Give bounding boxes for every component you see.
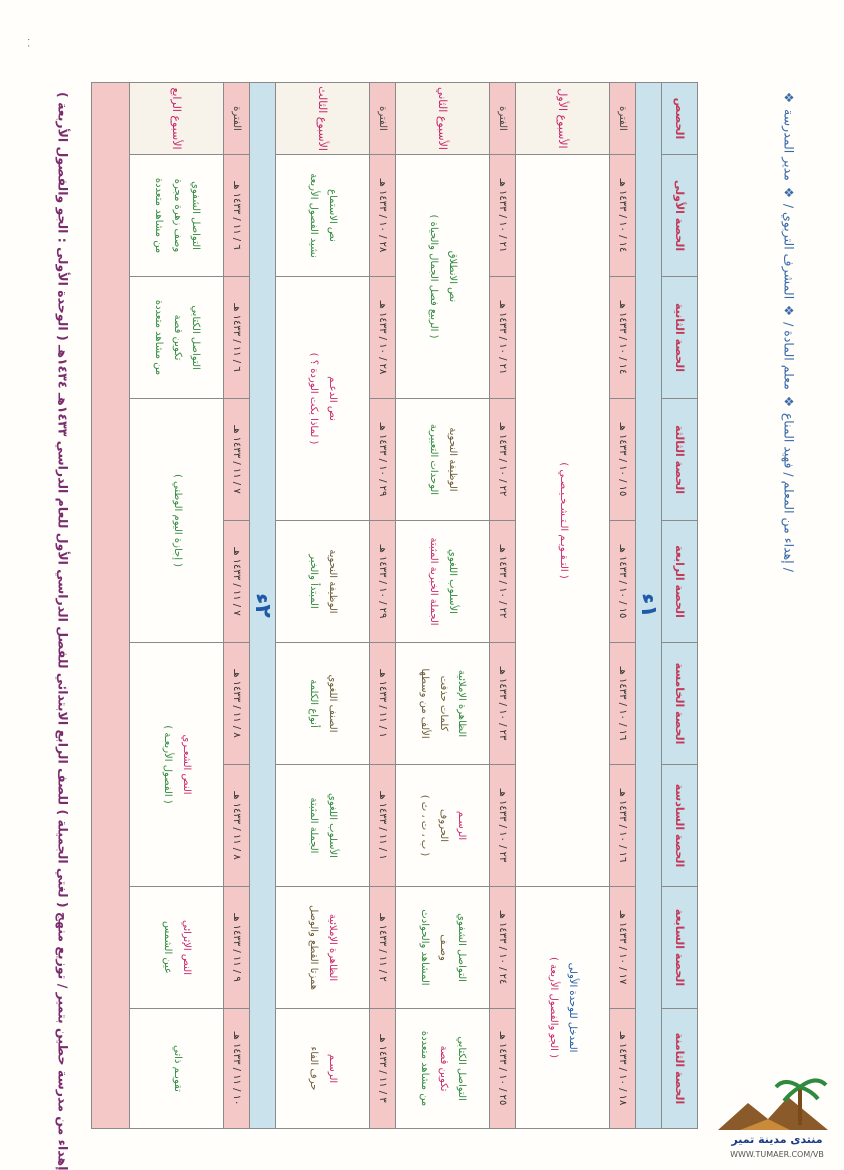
week2-p4-cell [396, 521, 490, 643]
lesson-line: من مشاهد متعددة [419, 1030, 431, 1107]
lesson-subtitle: ( الجو والفصول الأربعة ) [548, 956, 560, 1059]
week1-intro-cell [516, 887, 610, 1129]
lesson-subtitle: حرف الفاء [308, 1046, 320, 1091]
lesson-title: الظاهرة الإملائية [456, 669, 468, 738]
week3-p23-cell [276, 277, 370, 521]
header-period-1 [662, 155, 698, 277]
week-label: الأسبوع الأول [556, 88, 570, 149]
week3-date-6: ١ / ١١ / ١٤٣٣ هـ [370, 765, 396, 887]
lesson-line: تكوين قصة [171, 314, 183, 361]
week3-date-3: ٢٩ / ١٠ / ١٤٣٣ هـ [370, 399, 396, 521]
forum-logo [710, 1075, 840, 1160]
lesson-subtitle: همزتا القطع والوصل [308, 904, 320, 991]
week-label: الأسبوع الثاني [436, 87, 450, 150]
logo-name: منتدى مدينة تمير [731, 1133, 823, 1146]
week4-date-1: ٦ / ١١ / ١٤٣٣ هـ [224, 155, 250, 277]
week2-p7-cell [396, 887, 490, 1009]
lesson-line: ( ب ، ت ، ث ) [419, 794, 431, 857]
week1-date-5: ١٦ / ١٠ / ١٤٣٣ هـ [610, 643, 636, 765]
logo-url: WWW.TUMAER.COM/VB [730, 1150, 824, 1159]
week4-p7-cell [130, 887, 224, 1009]
week3-date-5: ١ / ١١ / ١٤٣٣ هـ [370, 643, 396, 765]
week1-diagnostic-cell [516, 155, 610, 887]
header-period-label: الحصة الثانية [673, 303, 686, 372]
week2-date-2: ٢١ / ١٠ / ١٤٣٣ هـ [490, 277, 516, 399]
document-caption: إهداء من مدرسة حطين بتمير / توزيع منهج ( لغتي الجميلة ) للصف الرابع الابتدائي للفصل الدراسي الأول للعام الدراسي ١٤٣٣هـ ١٤٣٤هـ ( الوحدة الأولى : الجو والفصول الأربعة ) [55, 92, 71, 1170]
week2-date-1: ٢١ / ١٠ / ١٤٣٣ هـ [490, 155, 516, 277]
lesson-line: من مشاهد متعددة [153, 299, 165, 376]
week4-date-2: ٦ / ١١ / ١٤٣٣ هـ [224, 277, 250, 399]
lesson-line: وصف زهرة مجرة [171, 178, 183, 253]
lesson-title: النص الشعـري [181, 734, 192, 795]
lesson-line: الحروف [437, 809, 449, 842]
week4-period-label: الفترة [224, 83, 250, 155]
lesson-title: التواصل الكتابي [456, 1036, 468, 1101]
lesson-title: الرسـم [327, 1053, 338, 1084]
lesson-title: تقويـم ذاتي [171, 1045, 183, 1092]
week3-p7-cell [276, 887, 370, 1009]
lesson-subtitle: ( الفصول الأربعـة ) [162, 725, 174, 804]
week1-date-7: ١٧ / ١٠ / ١٤٣٣ هـ [610, 887, 636, 1009]
week4-date-3: ٧ / ١١ / ١٤٣٣ هـ [224, 399, 250, 521]
lesson-subtitle: المبتدأ والخبر [308, 554, 320, 609]
lesson-title: الأسلوب اللغوي [447, 549, 458, 614]
lesson-subtitle: أنواع الكلمة [308, 679, 320, 728]
header-period-2 [662, 277, 698, 399]
lesson-title: الظاهرة الإملائية [327, 913, 338, 982]
week4-poem-cell [130, 643, 224, 887]
week3-label-cell [276, 83, 370, 155]
lesson-title: المدخل للوحدة الأولى [567, 962, 578, 1053]
week2-p8-cell [396, 1009, 490, 1129]
lesson-title: التواصل الشفوي [456, 913, 468, 982]
week4-holiday-cell [130, 399, 224, 643]
lesson-subtitle: الجملة المثبتة [308, 797, 320, 854]
header-period-label: الحصة الثالثة [673, 425, 686, 494]
week3-p4-cell [276, 521, 370, 643]
week4-date-6: ٨ / ١١ / ١٤٣٣ هـ [224, 765, 250, 887]
week2-date-7: ٢٤ / ١٠ / ١٤٣٣ هـ [490, 887, 516, 1009]
lesson-subtitle: ( لماذا بكت الوردة ؟ ) [308, 352, 320, 445]
header-period-label: الحصة الرابعة [673, 545, 686, 618]
schedule-table [91, 82, 698, 1129]
week1-label-cell [516, 83, 610, 155]
schedule-table-wrap [95, 82, 698, 1128]
week3-date-2: ٢٨ / ١٠ / ١٤٣٣ هـ [370, 277, 396, 399]
lesson-line: تكوين قصة [437, 1045, 449, 1092]
header-period-label: الحصة الثامنة [673, 1032, 686, 1105]
header-period-6 [662, 765, 698, 887]
lesson-title: الوظيفة النحوية [447, 427, 458, 492]
week1-period-label: الفترة [610, 83, 636, 155]
lesson-title: التواصل الشفوي [190, 181, 202, 250]
week4-date-5: ٨ / ١١ / ١٤٣٣ هـ [224, 643, 250, 765]
lesson-subtitle: نشيد الفصول الأربعة [308, 173, 320, 258]
lesson-title: الأسلوب اللغوي [327, 793, 338, 858]
lesson-line: المشاهد والحوادث [419, 909, 431, 986]
week4-date-4: ٧ / ١١ / ١٤٣٣ هـ [224, 521, 250, 643]
lesson-title: الوظيفة النحوية [327, 549, 338, 614]
week2-p5-cell [396, 643, 490, 765]
lesson-title: نص الدعـم [327, 376, 338, 421]
header-period-label: الحصة الخامسة [673, 662, 686, 745]
lesson-title: الرسـم [456, 810, 468, 841]
week2-date-8: ٢٥ / ١٠ / ١٤٣٣ هـ [490, 1009, 516, 1129]
week4-p1-cell [130, 155, 224, 277]
week3-date-4: ٢٩ / ١٠ / ١٤٣٣ هـ [370, 521, 396, 643]
table-footer-band [92, 83, 130, 1129]
week3-p5-cell [276, 643, 370, 765]
signature-line: ❖ إهداء من المعلم / فهيد المناع ❖ معلم المادة / ❖ المشرف التربوي / ❖ مدير المدرسة / [781, 90, 797, 572]
lesson-line: الألف من وسطها [419, 668, 431, 739]
week2-p12-cell [396, 155, 490, 399]
week4-date-7: ٩ / ١١ / ١٤٣٣ هـ [224, 887, 250, 1009]
week-label: الأسبوع الرابع [170, 87, 184, 150]
week3-p6-cell [276, 765, 370, 887]
unit-one-band [636, 83, 662, 1129]
header-period-label: الحصة السادسة [673, 783, 686, 868]
header-period-7 [662, 887, 698, 1009]
week2-label-cell [396, 83, 490, 155]
lesson-title: نص الانطلاق [447, 250, 458, 303]
lesson-subtitle: الجملة الخبرية المثبتة [428, 537, 440, 626]
week3-period-label: الفترة [370, 83, 396, 155]
week1-date-2: ١٤ / ١٠ / ١٤٣٣ هـ [610, 277, 636, 399]
week4-date-8: ١٠ / ١١ / ١٤٣٣ هـ [224, 1009, 250, 1129]
week2-p6-cell [396, 765, 490, 887]
week3-p8-cell [276, 1009, 370, 1129]
header-period-3 [662, 399, 698, 521]
week3-date-8: ٣ / ١١ / ١٤٣٣ هـ [370, 1009, 396, 1129]
week3-date-1: ٢٨ / ١٠ / ١٤٣٣ هـ [370, 155, 396, 277]
corner-mark: · · [22, 38, 33, 48]
week2-date-3: ٢٢ / ١٠ / ١٤٣٣ هـ [490, 399, 516, 521]
header-period-label: الحصة السابعة [673, 908, 686, 987]
lesson-line: وصـف [437, 934, 449, 961]
lesson-title: ( التـقـويـم الـتـشـخـيـصـي ) [557, 462, 569, 579]
week1-date-3: ١٥ / ١٠ / ١٤٣٣ هـ [610, 399, 636, 521]
week2-period-label: الفترة [490, 83, 516, 155]
week4-label-cell [130, 83, 224, 155]
lesson-line: كلمات حذفت [437, 675, 449, 732]
lesson-title: النص الإثرائي [181, 920, 192, 975]
header-period-5 [662, 643, 698, 765]
lesson-title: الصنف اللغوي [327, 674, 338, 733]
week4-p8-cell [130, 1009, 224, 1129]
lesson-subtitle: الوحدات التعبيرية [428, 423, 440, 496]
lesson-subtitle: عين الشمس [162, 920, 174, 975]
header-period-4 [662, 521, 698, 643]
header-corner [662, 83, 698, 155]
week2-date-6: ٢٣ / ١٠ / ١٤٣٣ هـ [490, 765, 516, 887]
week1-date-8: ١٨ / ١٠ / ١٤٣٣ هـ [610, 1009, 636, 1129]
lesson-line: من مشاهد متعددة [153, 177, 165, 254]
week1-date-1: ١٤ / ١٠ / ١٤٣٣ هـ [610, 155, 636, 277]
week1-date-6: ١٦ / ١٠ / ١٤٣٣ هـ [610, 765, 636, 887]
week2-p3-cell [396, 399, 490, 521]
header-weeks-label: الحصص [673, 97, 686, 140]
week2-date-4: ٢٢ / ١٠ / ١٤٣٣ هـ [490, 521, 516, 643]
header-period-label: الحصة الأولى [673, 179, 686, 252]
lesson-title: نص الاستماع [327, 189, 338, 242]
unit-two-band [250, 83, 276, 1129]
week3-date-7: ٢ / ١١ / ١٤٣٣ هـ [370, 887, 396, 1009]
week1-date-4: ١٥ / ١٠ / ١٤٣٣ هـ [610, 521, 636, 643]
week4-p2-cell [130, 277, 224, 399]
unit-one-mark: ١ء [636, 593, 661, 618]
week-label: الأسبوع الثالث [316, 86, 330, 151]
lesson-subtitle: ( الربيع فصل الجمال والحياة ) [428, 214, 440, 339]
lesson-title: ( إجازة اليوم الوطني ) [171, 473, 183, 568]
unit-two-mark: ٢ء [250, 593, 275, 618]
week2-date-5: ٢٣ / ١٠ / ١٤٣٣ هـ [490, 643, 516, 765]
palm-trunk [798, 1085, 802, 1125]
lesson-title: التواصل الكتابي [190, 305, 202, 370]
header-period-8 [662, 1009, 698, 1129]
week3-p1-cell [276, 155, 370, 277]
